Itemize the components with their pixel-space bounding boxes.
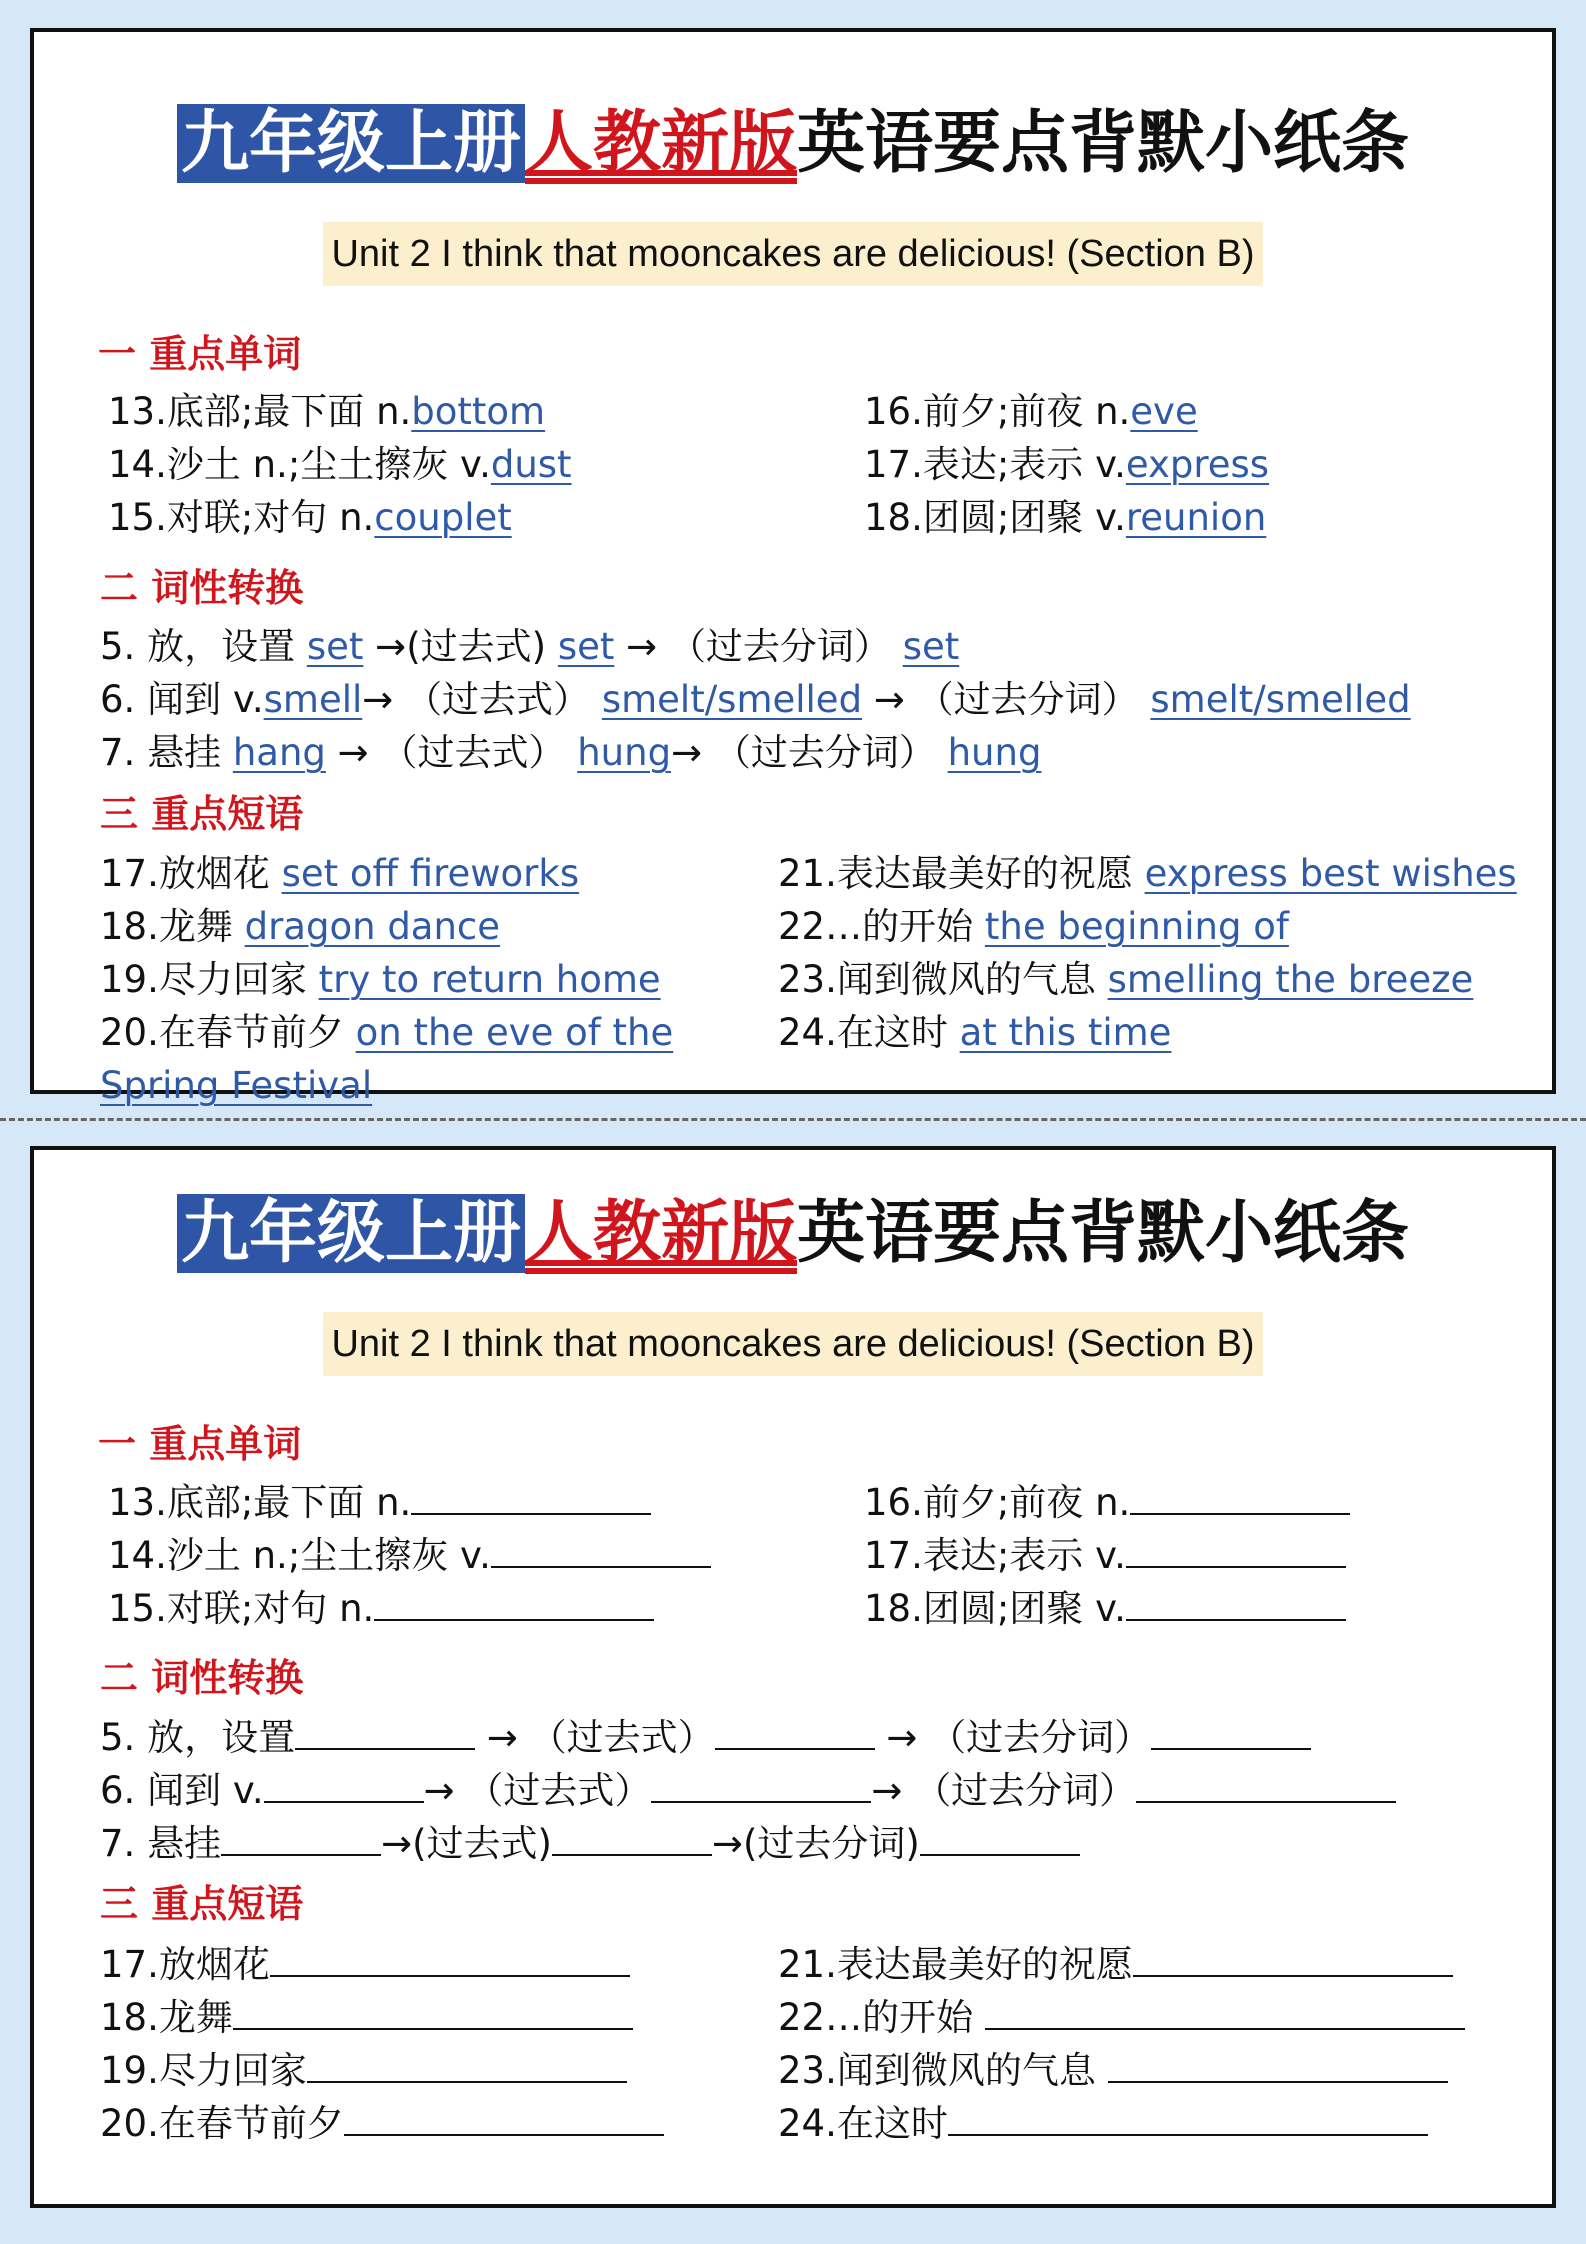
answer-blank[interactable] xyxy=(307,2045,627,2083)
answer-blank[interactable] xyxy=(1108,2045,1448,2083)
title-edition: 人教新版 xyxy=(524,1194,797,1273)
answer-blank[interactable] xyxy=(651,1765,871,1803)
answer-blank[interactable] xyxy=(920,1818,1080,1856)
phrase-blank: 24.在这时 xyxy=(778,2098,1428,2149)
title-rest: 英语要点背默小纸条 xyxy=(797,1194,1410,1273)
answer-card xyxy=(30,28,1556,1107)
phrase-blank: 17.放烟花 xyxy=(100,1939,630,1990)
word-item: 17.表达;表示 v.express xyxy=(864,443,1270,486)
title-edition: 人教新版 xyxy=(524,104,797,183)
phrase-item-cont: Spring Festival xyxy=(100,1064,373,1107)
phrase-item: 21.表达最美好的祝愿 express best wishes xyxy=(778,852,1517,895)
answer-blank[interactable] xyxy=(344,2098,664,2136)
word-item: 15.对联;对句 n.couplet xyxy=(108,496,512,539)
cut-line xyxy=(0,1118,1586,1121)
answer-blank[interactable] xyxy=(264,1765,424,1803)
answer-blank[interactable] xyxy=(985,1992,1465,2030)
phrase-item: 20.在春节前夕 on the eve of the xyxy=(100,1011,674,1054)
form-blank: 7. 悬挂 →(过去式) →(过去分词) xyxy=(100,1818,1080,1869)
answer-blank[interactable] xyxy=(295,1712,475,1750)
answer-blank[interactable] xyxy=(270,1939,630,1977)
word-item: 14.沙土 n.;尘土擦灰 v.dust xyxy=(108,443,572,486)
section-heading-forms: 二 词性转换 xyxy=(100,1656,304,1700)
answer-blank[interactable] xyxy=(491,1530,711,1568)
page-title xyxy=(34,1188,1552,1280)
answer-blank[interactable] xyxy=(948,2098,1428,2136)
phrase-blank: 22…的开始 xyxy=(778,1992,1465,2043)
phrase-item: 24.在这时 at this time xyxy=(778,1011,1172,1054)
section-heading-words: 一 重点单词 xyxy=(98,332,302,376)
word-blank: 13.底部;最下面 n. xyxy=(108,1477,651,1528)
phrase-item: 22…的开始 the beginning of xyxy=(778,905,1289,948)
answer-blank[interactable] xyxy=(411,1477,651,1515)
form-item: 6. 闻到 v.smell→ （过去式） smelt/smelled → （过去分词） smelt/smelled xyxy=(100,678,1411,721)
form-item: 7. 悬挂 hang → （过去式） hung→ （过去分词） hung xyxy=(100,731,1042,774)
phrase-blank: 21.表达最美好的祝愿 xyxy=(778,1939,1453,1990)
phrase-blank: 19.尽力回家 xyxy=(100,2045,627,2096)
form-blank: 6. 闻到 v. → （过去式） → （过去分词） xyxy=(100,1765,1396,1816)
section-heading-phrases: 三 重点短语 xyxy=(100,792,304,836)
title-grade: 九年级上册 xyxy=(177,104,525,183)
word-item: 13.底部;最下面 n.bottom xyxy=(108,390,546,433)
word-item: 18.团圆;团聚 v.reunion xyxy=(864,496,1267,539)
blank-card xyxy=(30,1146,1556,2208)
phrase-blank: 20.在春节前夕 xyxy=(100,2098,664,2149)
unit-subtitle: Unit 2 I think that mooncakes are delicious! (Section B) xyxy=(34,1312,1552,1376)
answer-blank[interactable] xyxy=(1136,1765,1396,1803)
title-rest: 英语要点背默小纸条 xyxy=(797,104,1410,183)
answer-blank[interactable] xyxy=(1133,1939,1453,1977)
phrase-item: 18.龙舞 dragon dance xyxy=(100,905,501,948)
answer-blank[interactable] xyxy=(715,1712,875,1750)
word-blank: 14.沙土 n.;尘土擦灰 v. xyxy=(108,1530,711,1581)
form-item: 5. 放，设置 set →(过去式) set → （过去分词） set xyxy=(100,625,960,668)
answer-blank[interactable] xyxy=(374,1583,654,1621)
word-blank: 15.对联;对句 n. xyxy=(108,1583,654,1634)
section-heading-phrases: 三 重点短语 xyxy=(100,1882,304,1926)
section-heading-forms: 二 词性转换 xyxy=(100,566,304,610)
answer-blank[interactable] xyxy=(1130,1477,1350,1515)
answer-blank[interactable] xyxy=(1151,1712,1311,1750)
answer-blank[interactable] xyxy=(1126,1583,1346,1621)
answer-blank[interactable] xyxy=(1126,1530,1346,1568)
unit-subtitle: Unit 2 I think that mooncakes are delicious! (Section B) xyxy=(34,222,1552,286)
phrase-blank: 18.龙舞 xyxy=(100,1992,633,2043)
phrase-item: 23.闻到微风的气息 smelling the breeze xyxy=(778,958,1474,1001)
answer-blank[interactable] xyxy=(552,1818,712,1856)
phrase-item: 17.放烟花 set off fireworks xyxy=(100,852,580,895)
title-grade: 九年级上册 xyxy=(177,1194,525,1273)
section-heading-words: 一 重点单词 xyxy=(98,1422,302,1466)
answer-blank[interactable] xyxy=(221,1818,381,1856)
page-title xyxy=(34,98,1552,190)
phrase-item: 19.尽力回家 try to return home xyxy=(100,958,661,1001)
word-item: 16.前夕;前夜 n.eve xyxy=(864,390,1198,433)
word-blank: 18.团圆;团聚 v. xyxy=(864,1583,1346,1634)
form-blank: 5. 放，设置 → （过去式） → （过去分词） xyxy=(100,1712,1311,1763)
word-blank: 17.表达;表示 v. xyxy=(864,1530,1346,1581)
phrase-blank: 23.闻到微风的气息 xyxy=(778,2045,1448,2096)
answer-blank[interactable] xyxy=(233,1992,633,2030)
word-blank: 16.前夕;前夜 n. xyxy=(864,1477,1350,1528)
